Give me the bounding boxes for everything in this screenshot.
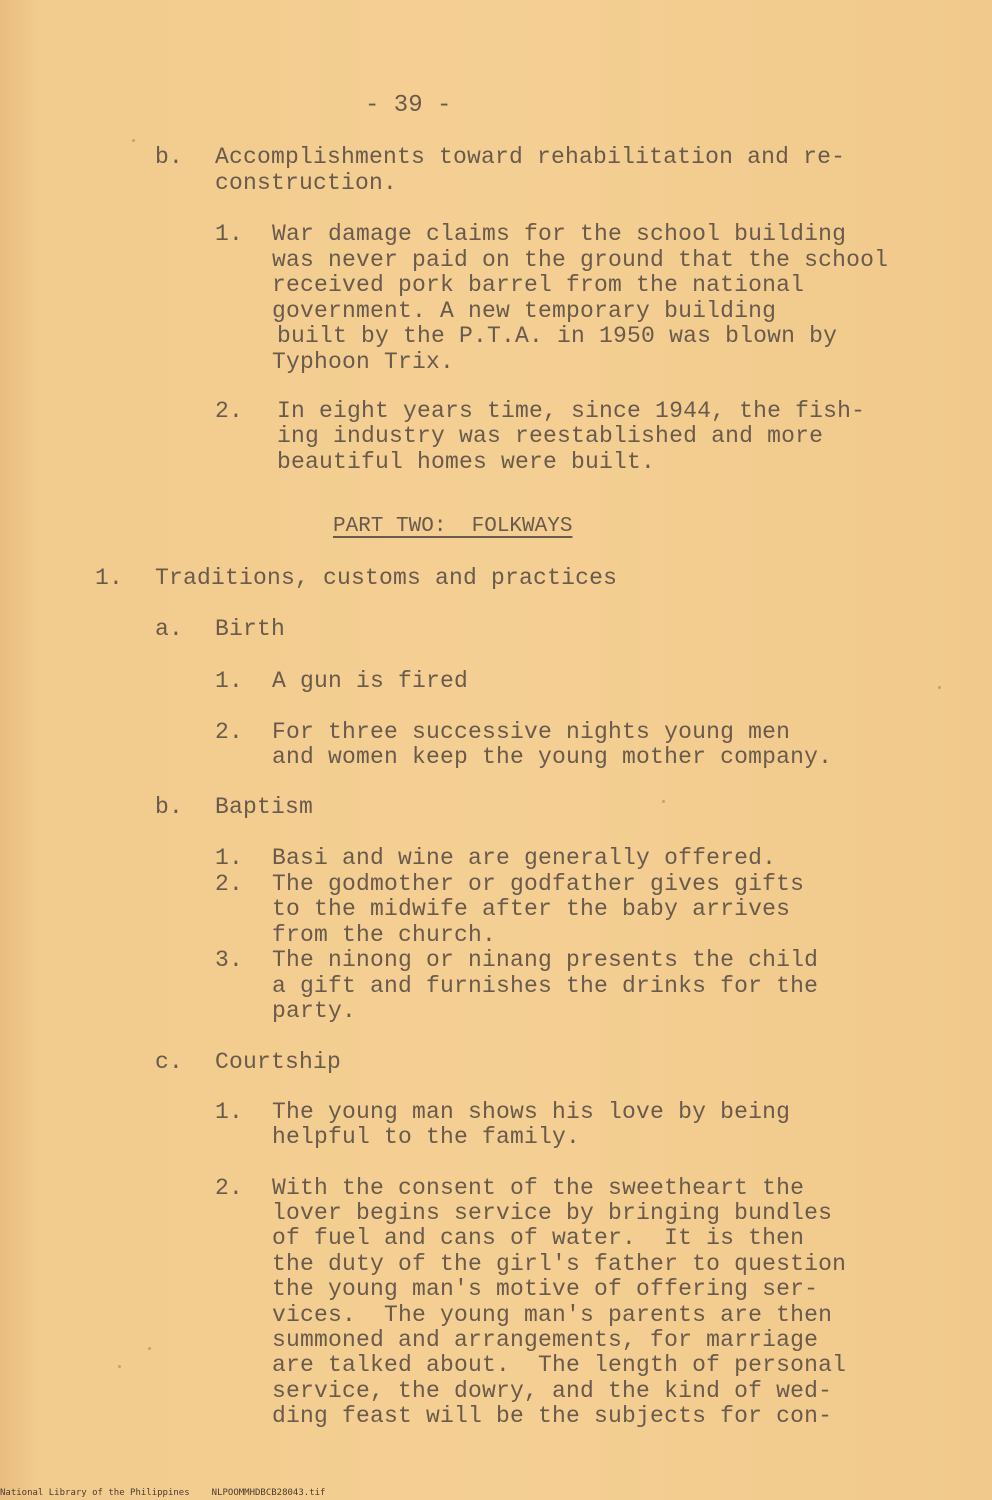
item-number: 2. <box>215 398 244 424</box>
item-line: from the church. <box>272 922 497 948</box>
item-number: 3. <box>215 947 244 973</box>
item-line: The ninong or ninang presents the child <box>272 947 819 973</box>
item-number: 2. <box>215 719 244 745</box>
item-line: vices. The young man's parents are then <box>272 1302 833 1328</box>
item-line: are talked about. The length of personal <box>272 1352 847 1378</box>
item-line: Typhoon Trix. <box>272 349 455 375</box>
subsection-label: Courtship <box>215 1049 342 1075</box>
subsection-marker: b. <box>155 794 184 820</box>
item-line: In eight years time, since 1944, the fish- <box>277 398 866 424</box>
subsection-label: Baptism <box>215 794 314 820</box>
subsection-marker: a. <box>155 616 184 642</box>
section-b-title-line: construction. <box>215 170 398 196</box>
item-number: 2. <box>215 871 244 897</box>
section-title: Traditions, customs and practices <box>155 565 618 591</box>
library-name: National Library of the Philippines <box>0 1488 190 1498</box>
file-name: NLPOOMMHDBCB28043.tif <box>211 1488 326 1498</box>
item-line: The godmother or godfather gives gifts <box>272 871 805 897</box>
item-line: Basi and wine are generally offered. <box>272 845 777 871</box>
item-line: lover begins service by bringing bundles <box>272 1200 833 1226</box>
item-number: 1. <box>215 221 244 247</box>
item-line: ing industry was reestablished and more <box>277 423 824 449</box>
item-number: 1. <box>215 1099 244 1125</box>
item-line: a gift and furnishes the drinks for the <box>272 973 819 999</box>
subsection-label: Birth <box>215 616 286 642</box>
item-line: to the midwife after the baby arrives <box>272 896 791 922</box>
paper-speck <box>938 686 941 689</box>
section-b-marker: b. <box>155 144 184 170</box>
item-line: For three successive nights young men <box>272 719 791 745</box>
item-line: of fuel and cans of water. It is then <box>272 1225 805 1251</box>
item-line: beautiful homes were built. <box>277 449 656 475</box>
item-line: the duty of the girl's father to question <box>272 1251 847 1277</box>
section-b-title-line: Accomplishments toward rehabilitation and re- <box>215 144 846 170</box>
item-line: A gun is fired <box>272 668 469 694</box>
paper-speck <box>132 139 135 142</box>
item-line: With the consent of the sweetheart the <box>272 1175 805 1201</box>
item-line: government. A new temporary building <box>272 298 777 324</box>
item-line: summoned and arrangements, for marriage <box>272 1327 819 1353</box>
scan-footer <box>0 1488 347 1498</box>
item-line: the young man's motive of offering ser- <box>272 1276 819 1302</box>
paper-speck <box>662 800 665 803</box>
page-number: - 39 - <box>365 92 452 119</box>
item-number: 1. <box>215 668 244 694</box>
item-line: party. <box>272 998 357 1024</box>
paper-speck <box>148 1347 151 1350</box>
item-line: was never paid on the ground that the school <box>272 247 889 273</box>
part-heading: PART TWO: FOLKWAYS <box>333 515 573 538</box>
paper-speck <box>118 1365 121 1368</box>
item-line: helpful to the family. <box>272 1124 581 1150</box>
item-line: received pork barrel from the national <box>272 272 805 298</box>
section-number: 1. <box>95 565 124 591</box>
subsection-marker: c. <box>155 1049 184 1075</box>
item-line: built by the P.T.A. in 1950 was blown by <box>277 323 838 349</box>
item-line: War damage claims for the school building <box>272 221 847 247</box>
item-line: The young man shows his love by being <box>272 1099 791 1125</box>
item-number: 2. <box>215 1175 244 1201</box>
item-number: 1. <box>215 845 244 871</box>
item-line: and women keep the young mother company. <box>272 744 833 770</box>
item-line: service, the dowry, and the kind of wed- <box>272 1378 833 1404</box>
item-line: ding feast will be the subjects for con- <box>272 1403 833 1429</box>
